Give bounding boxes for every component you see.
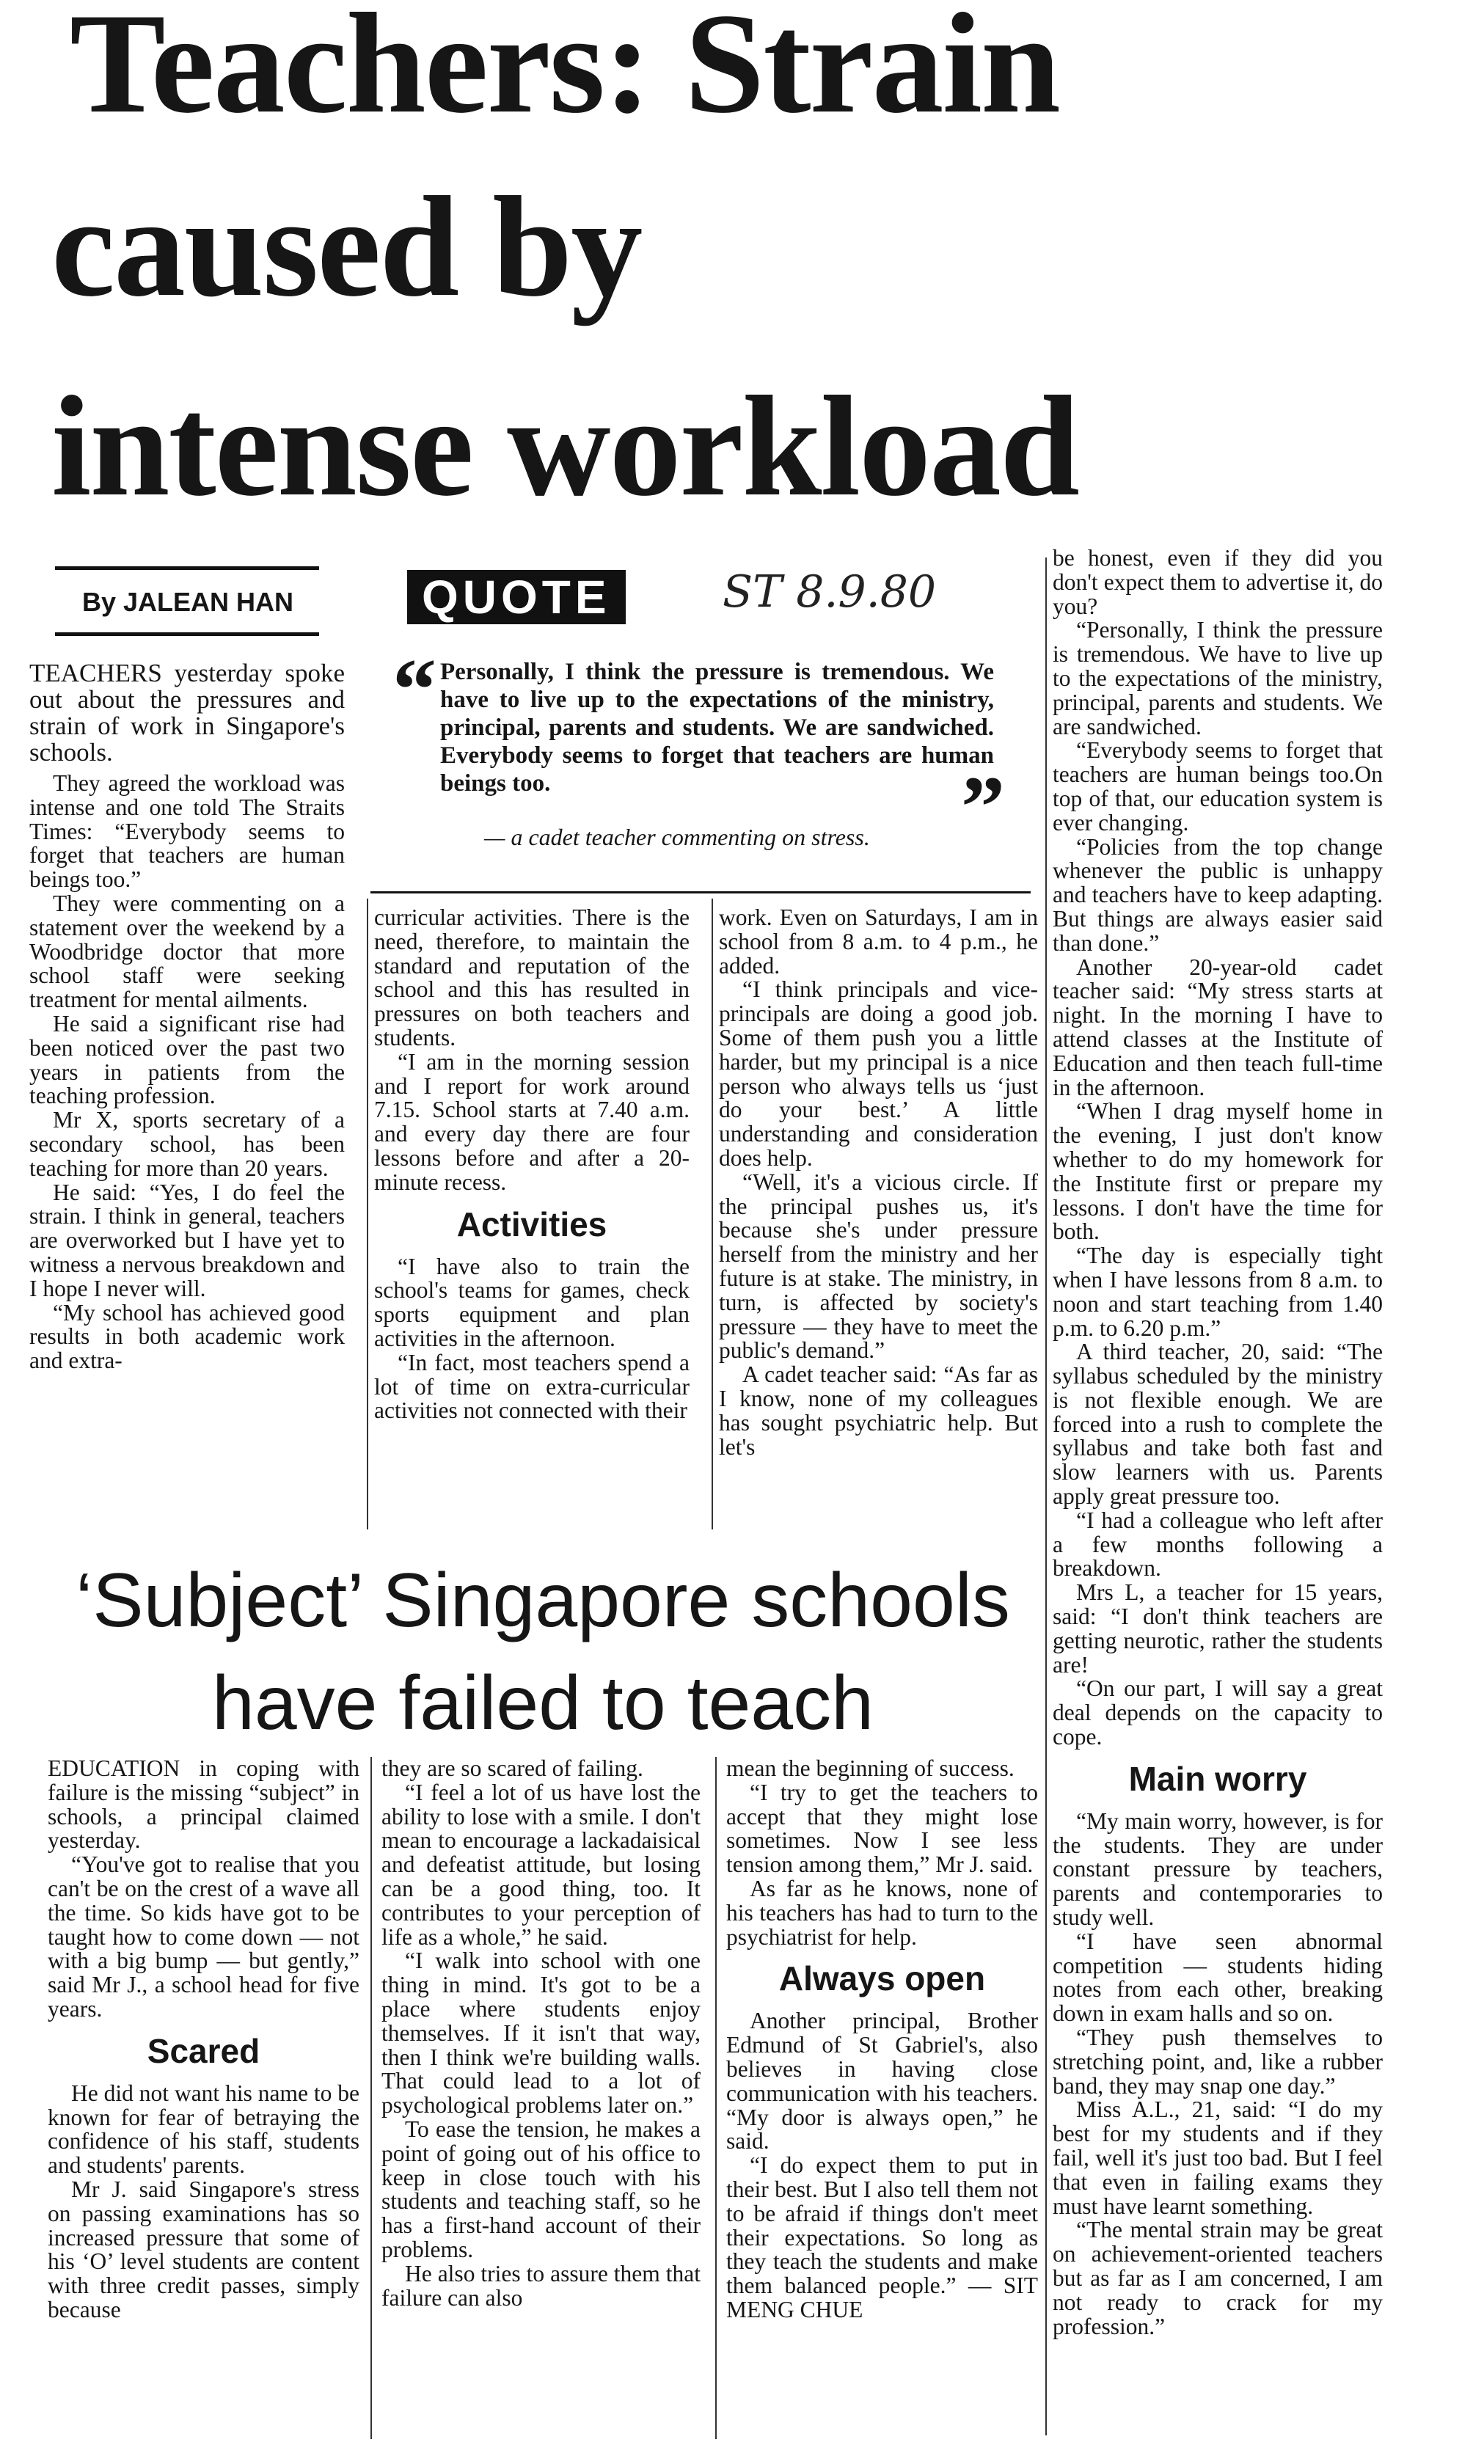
paragraph: A third teacher, 20, said: “The syllabus scheduled by the ministry is not flexible enough. We are forced into a rush to complete the syllabus and take both fast and slow learners with us. Parents apply great pressure too. [1053, 1339, 1383, 1510]
paragraph: Mr X, sports secretary of a secondary school, has been teaching for more than 20 years. [29, 1107, 345, 1181]
paragraph: “Everybody seems to forget that teachers are human beings too.On top of that, our education system is ever changing. [1053, 737, 1383, 836]
paragraph: curricular activities. There is the need, therefore, to maintain the standard and reputation of the school and this has resulted in pressures on both teachers and students. [374, 906, 690, 1050]
article1-column-3 [719, 906, 1038, 1544]
byline: By JALEAN HAN [82, 587, 294, 617]
paragraph: “I have seen abnormal competition — students hiding notes from each other, breaking down in exam halls and so on. [1053, 1928, 1383, 2027]
pullquote-attribution: — a cadet teacher commenting on stress. [484, 824, 870, 850]
paragraph: “The mental strain may be great on achievement-oriented teachers but as far as I am concerned, I am not ready to crack for my profession.” [1053, 2217, 1383, 2339]
headline-line-3: intense workload [51, 367, 1079, 526]
column-rule [370, 1757, 372, 2439]
paragraph: “I feel a lot of us have lost the ability to lose with a smile. I don't mean to encourage a lackadaisical and defeatist attitude, but losing can be a good thing, too. It contributes to your perception of life as a whole,” he said. [381, 1779, 701, 1950]
paragraph: “You've got to realise that you can't be on the crest of a wave all the time. So kids have got to be taught how to come down — not with a big bump — but gently,” said Mr J., a school head for five years. [48, 1851, 359, 2022]
pullquote-rule [370, 891, 1031, 893]
paragraph: As far as he knows, none of his teachers has had to turn to the psychiatrist for help. [726, 1875, 1038, 1950]
paragraph: A cadet teacher said: “As far as I know, none of my colleagues has sought psychiatric help. But let's [719, 1361, 1038, 1460]
open-quote-mark-icon: “ [392, 640, 436, 738]
column-rule [712, 899, 713, 1529]
paragraph: “In fact, most teachers spend a lot of time on extra-curricular activities not connected with their [374, 1349, 690, 1424]
paragraph: “The day is especially tight when I have lessons from 8 a.m. to noon and start teaching from 1.40 p.m. to 6.20 p.m.” [1053, 1243, 1383, 1341]
paragraph: “I have also to train the school's teams for games, check sports equipment and plan activities in the afternoon. [374, 1253, 690, 1351]
paragraph: “I do expect them to put in their best. But I also tell them not to be afraid if things don't meet their expectations. So long as they teach the students and make them balanced people.” — SIT MENG CHUE [726, 2152, 1038, 2322]
article2-column-2 [381, 1757, 701, 2443]
article2-column-1 [48, 1757, 359, 2443]
paragraph: Mrs L, a teacher for 15 years, said: “I don't think teachers are getting neurotic, rather the students are! [1053, 1579, 1383, 1678]
column-rule [1045, 557, 1047, 2435]
article2-column-3 [726, 1757, 1038, 2443]
paragraph: “I had a colleague who left after a few months following a breakdown. [1053, 1507, 1383, 1582]
subhead-always-open: Always open [778, 1959, 986, 1998]
paragraph: “My school has achieved good results in both academic work and extra- [29, 1299, 345, 1374]
paragraph: be honest, even if they did you don't expect them to advertise it, do you? [1053, 546, 1383, 619]
article1-column-1 [29, 660, 345, 1548]
article2-headline-line-1: ‘Subject’ Singapore schools [76, 1558, 1010, 1643]
paragraph: Another 20-year-old cadet teacher said: “My stress starts at night. In the morning I have to attend classes at the Institute of Education and then teach full-time in the afternoon. [1053, 954, 1383, 1100]
paragraph: “I try to get the teachers to accept that they might lose sometimes. Now I see less tension among them,” Mr J. said. [726, 1779, 1038, 1878]
paragraph: they are so scared of failing. [381, 1757, 643, 1781]
paragraph: “My main worry, however, is for the students. They are under constant pressure by teachers, parents and contemporaries to study well. [1053, 1807, 1383, 1931]
paragraph: “They push themselves to stretching point, and, like a rubber band, they may snap one day.” [1053, 2025, 1383, 2099]
quote-badge: QUOTE [407, 570, 626, 624]
paragraph: TEACHERS yesterday spoke out about the pressures and strain of work in Singapore's schools. [29, 660, 345, 767]
paragraph: “Well, it's a vicious circle. If the principal pushes us, it's because she's under pressure herself from the ministry and her future is at stake. The ministry, in turn, is affected by society's pressure — they have to meet the public's demand.” [719, 1169, 1038, 1364]
paragraph: EDUCATION in coping with failure is the missing “subject” in schools, a principal claimed yesterday. [48, 1757, 359, 1854]
paragraph: “Personally, I think the pressure is tremendous. We have to live up to the expectations of the ministry, principal, parents and students. We are sandwiched. [1053, 617, 1383, 739]
paragraph: To ease the tension, he makes a point of going out of his office to keep in close touch with his students and teaching staff, so he has a first-hand account of their problems. [381, 2116, 701, 2262]
paragraph: “On our part, I will say a great deal depends on the capacity to cope. [1053, 1675, 1383, 1750]
byline-rule-top [55, 566, 319, 570]
column-rule [367, 899, 368, 1529]
handwritten-date-note: ST 8.9.80 [723, 566, 937, 618]
pullquote: Personally, I think the pressure is tremendous. We have to live up to the expectations of the ministry, principal, parents and students. We are sandwiched. Everybody seems to forget that teachers are human beings too. [440, 659, 994, 797]
paragraph: “When I drag myself home in the evening, I just don't know whether to do my homework for the Institute first or prepare my lessons. I don't have the time for both. [1053, 1098, 1383, 1245]
paragraph: “Policies from the top change whenever the public is unhappy and teachers have to keep adapting. But things are always easier said than done.” [1053, 833, 1383, 956]
subhead-activities: Activities [456, 1204, 607, 1243]
paragraph: He said: “Yes, I do feel the strain. I think in general, teachers are overworked but I have yet to witness a nervous breakdown and I hope I never will. [29, 1179, 345, 1301]
article1-column-4 [1053, 546, 1383, 2443]
paragraph: He did not want his name to be known for fear of betraying the confidence of his staff, students and students' parents. [48, 2080, 359, 2179]
paragraph: They were commenting on a statement over the weekend by a Woodbridge doctor that more school staff were seeking treatment for mental ailments. [29, 890, 345, 1013]
article2-headline-line-2: have failed to teach [212, 1661, 874, 1746]
article1-column-2 [374, 906, 690, 1544]
paragraph: He said a significant rise had been noticed over the past two years in patients from the teaching profession. [29, 1010, 345, 1109]
paragraph: Miss A.L., 21, said: “I do my best for my students and if they fail, well it's just too bad. But I feel that even in failing exams they must have learnt something. [1053, 2096, 1383, 2219]
close-quote-mark-icon: ” [961, 758, 1005, 855]
paragraph: “I walk into school with one thing in mind. It's got to be a place where students enjoy themselves. If it isn't that way, then I think we're building walls. That could lead to a lot of psychological problems later on.” [381, 1948, 701, 2118]
paragraph: “I think principals and vice-principals are doing a good job. Some of them push you a little harder, but my principal is a nice person who always tells us ‘just do your best.’ A little understanding and consideration does help. [719, 976, 1038, 1171]
paragraph: work. Even on Saturdays, I am in school from 8 a.m. to 4 p.m., he added. [719, 906, 1038, 979]
paragraph: Another principal, Brother Edmund of St Gabriel's, also believes in having close communication with his teachers. “My door is always open,” he said. [726, 2008, 1038, 2154]
headline-line-2: caused by [51, 167, 642, 326]
byline-rule-bottom [55, 632, 319, 636]
subhead-scared: Scared [147, 2031, 260, 2070]
subhead-main-worry: Main worry [1128, 1759, 1307, 1798]
paragraph: mean the beginning of success. [726, 1757, 1015, 1781]
paragraph: He also tries to assure them that failure can also [381, 2260, 701, 2311]
column-rule [715, 1757, 717, 2439]
paragraph: Mr J. said Singapore's stress on passing examinations has so increased pressure that some of his ‘O’ level students are content with three credit passes, simply because [48, 2176, 359, 2322]
paragraph: They agreed the workload was intense and one told The Straits Times: “Everybody seems to forget that teachers are human beings too.” [29, 770, 345, 893]
paragraph: “I am in the morning session and I report for work around 7.15. School starts at 7.40 a.m. and every day there are four lessons before and after a 20-minute recess. [374, 1048, 690, 1195]
headline-line-1: Teachers: Strain [70, 0, 1059, 143]
